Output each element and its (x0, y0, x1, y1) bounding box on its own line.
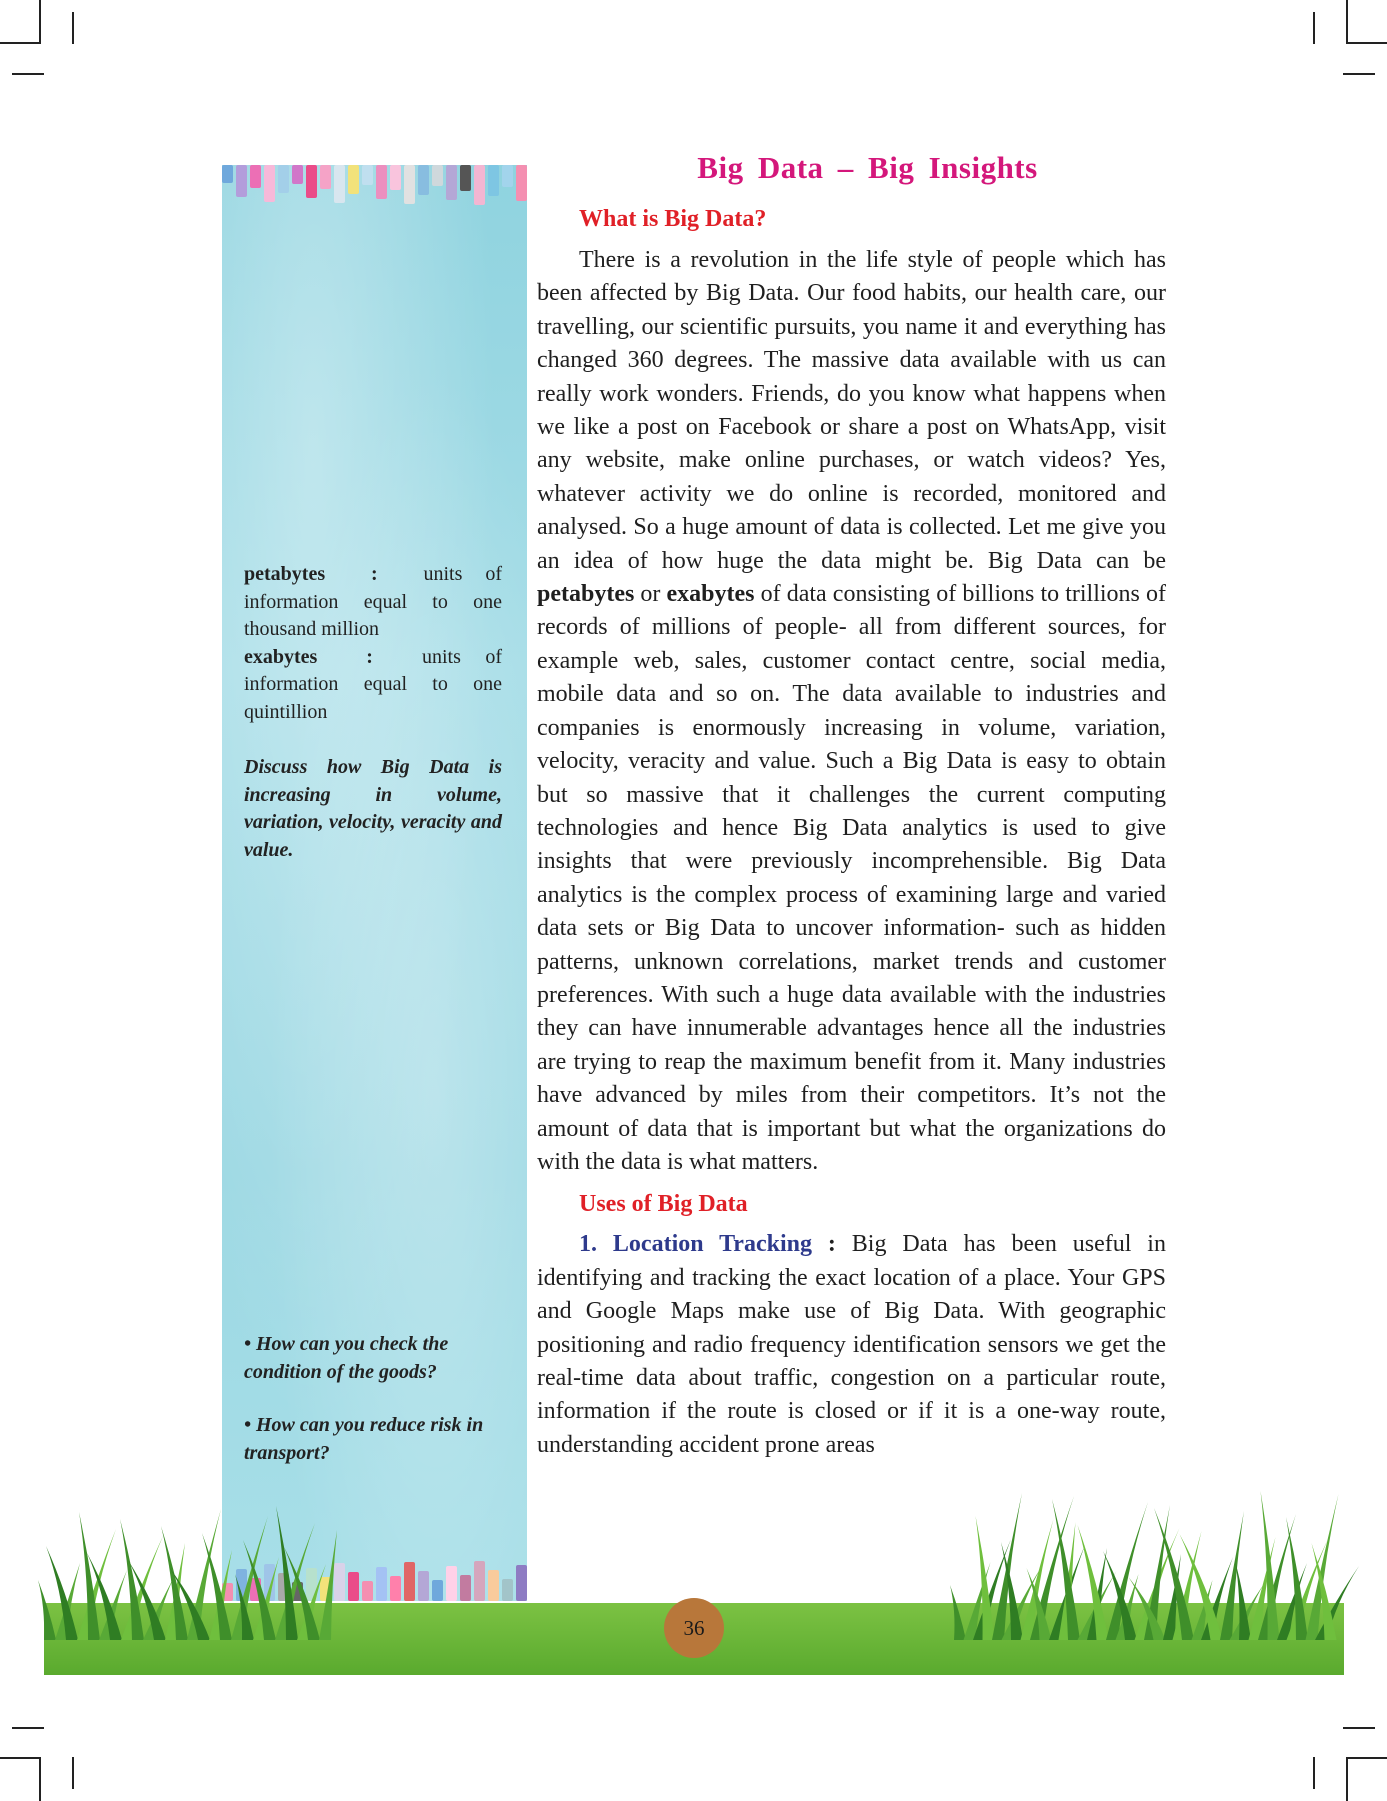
stripe (446, 1566, 457, 1601)
paragraph-text: There is a revolution in the life style of people which has been affected by Big Data. Our food habits, our health care, our travelling, our scientific pursuits, you name it and everything has changed 360 degrees. The massive data available with us can really work wonders. Friends, do you know what happens when we like a post on Facebook or share a post on WhatsApp, visit any website, make online purchases, or watch videos? Yes, whatever activity we do online is recorded, monitored and analysed. So a huge amount of data is collected. Let me give you an idea of how huge the data might be. Big Data can be (537, 247, 1166, 574)
crop-mark (1343, 1727, 1375, 1729)
stripe (474, 165, 485, 205)
crop-mark (1346, 1757, 1348, 1801)
question-text: • How can you check the condition of the goods? (244, 1333, 449, 1383)
section-heading-what-is-big-data: What is Big Data? (579, 206, 767, 232)
stripe (306, 1568, 317, 1601)
crop-mark (12, 73, 44, 75)
stripe (236, 1569, 247, 1601)
stripe (516, 165, 527, 201)
glossary-entry-exabytes (244, 644, 502, 727)
stripe (250, 1578, 261, 1601)
stripe (474, 1561, 485, 1601)
stripe (264, 1564, 275, 1601)
page-title: Big Data – Big Insights (697, 150, 1038, 185)
stripe (362, 165, 373, 185)
stripe (292, 1582, 303, 1601)
crop-mark (39, 1757, 41, 1801)
stripe (320, 165, 331, 189)
crop-mark (1346, 0, 1348, 44)
section-heading-uses-of-big-data: Uses of Big Data (579, 1191, 748, 1218)
stripe (222, 165, 233, 183)
crop-mark (72, 1757, 74, 1789)
paragraph-location-tracking (537, 1228, 1166, 1462)
glossary-term: petabytes (244, 563, 326, 585)
subheading-location-tracking: 1. Location Tracking (579, 1231, 812, 1258)
stripe (432, 1580, 443, 1601)
stripe (390, 1576, 401, 1601)
stripe (362, 1581, 373, 1601)
stripe (264, 165, 275, 202)
stripe (460, 165, 471, 191)
stripe (404, 165, 415, 204)
paragraph-text: or (634, 581, 667, 608)
stripe (418, 165, 429, 195)
stripe (236, 165, 247, 197)
discuss-text: Discuss how Big Data is increasing in volume, variation, velocity, veracity and value. (244, 756, 502, 861)
sidebar-panel (222, 165, 527, 1601)
stripe (278, 165, 289, 193)
glossary-term: exabytes (244, 645, 318, 668)
stripe (418, 1571, 429, 1601)
stripe (376, 165, 387, 199)
paragraph-big-data (537, 244, 1166, 1179)
stripe (348, 1572, 359, 1601)
stripe (334, 165, 345, 203)
decorative-stripes-bottom (222, 1561, 527, 1601)
stripe (334, 1563, 345, 1601)
question-1 (244, 1331, 502, 1386)
term-petabytes: petabytes (537, 581, 635, 608)
crop-mark (0, 42, 41, 44)
question-2 (244, 1412, 502, 1467)
decorative-stripes-top (222, 165, 527, 205)
paragraph-text: Big Data has been useful in identifying and tracking the exact location of a place. Your GPS and Google Maps make use of Big Data. With geographic positioning and radio frequency identification sensors we get the real-time data about traffic, congestion on a particular route, information if the route is closed or if it is a one-way route, understanding accident prone areas (537, 1231, 1166, 1458)
stripe (292, 165, 303, 184)
glossary-separator: : (325, 563, 424, 585)
stripe (348, 165, 359, 194)
crop-mark (1343, 73, 1375, 75)
crop-mark (1346, 1757, 1387, 1759)
glossary-definition: units of information equal to one thousand million (244, 563, 502, 640)
stripe (306, 165, 317, 198)
stripe (502, 165, 513, 187)
stripe (432, 165, 443, 186)
stripe (488, 165, 499, 196)
glossary-definition: units of information equal to one quintillion (244, 645, 502, 723)
crop-mark (12, 1727, 44, 1729)
stripe (502, 1579, 513, 1601)
page-number: 36 (664, 1598, 724, 1658)
stripe (516, 1565, 527, 1601)
stripe (320, 1577, 331, 1601)
stripe (376, 1567, 387, 1601)
discuss-prompt (244, 754, 502, 864)
crop-mark (1346, 42, 1387, 44)
colon: : (811, 1231, 852, 1258)
question-text: • How can you reduce risk in transport? (244, 1414, 484, 1464)
glossary-separator: : (317, 645, 422, 668)
crop-mark (72, 12, 74, 44)
term-exabytes: exabytes (666, 581, 755, 608)
paragraph-text: of data consisting of billions to trillions of records of millions of people- all from different sources, for example web, sales, customer contact centre, social media, mobile data and so on. The data available to industries and companies is enormously increasing in volume, variation, velocity, veracity and value. Such a Big Data is easy to obtain but so massive that it challenges the current computing technologies and hence Big Data analytics is used to give insights that were previously incomprehensible. Big Data analytics is the complex process of examining large and varied data sets or Big Data to uncover information- such as hidden patterns, unknown correlations, market trends and customer preferences. With such a huge data available with the industries they can have innumerable advantages hence all the industries are trying to reap the maximum benefit from it. Many industries have advanced by miles from their competitors. It’s not the amount of data that is important but what the organizations do with the data is what matters. (537, 581, 1166, 1175)
stripe (404, 1562, 415, 1601)
stripe (222, 1583, 233, 1601)
stripe (446, 165, 457, 200)
stripe (488, 1570, 499, 1601)
stripe (250, 165, 261, 188)
crop-mark (0, 1757, 41, 1759)
crop-mark (1313, 1757, 1315, 1789)
glossary-entry-petabytes (244, 561, 502, 644)
main-content (537, 150, 1166, 1462)
stripe (460, 1575, 471, 1601)
stripe (390, 165, 401, 190)
crop-mark (39, 0, 41, 44)
crop-mark (1313, 12, 1315, 44)
stripe (278, 1573, 289, 1601)
glossary (244, 561, 502, 726)
